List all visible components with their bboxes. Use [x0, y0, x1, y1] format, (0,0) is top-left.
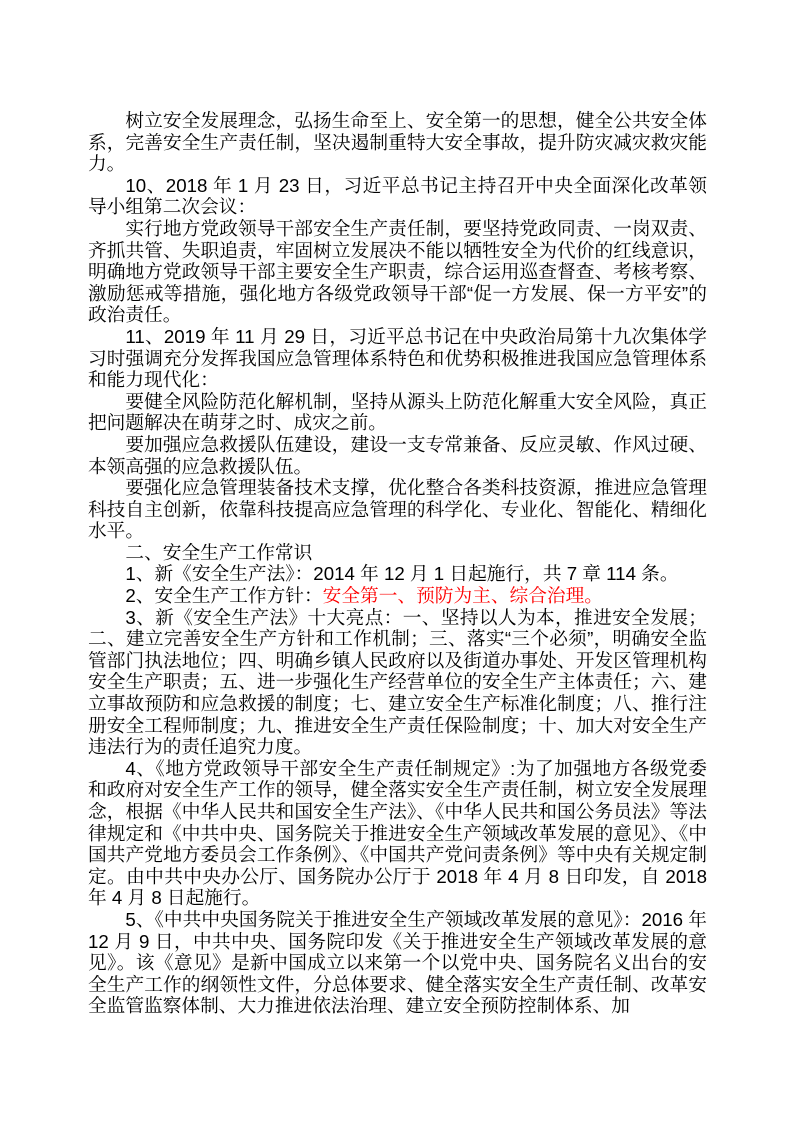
section-heading-work-knowledge: 二、安全生产工作常识: [125, 541, 313, 563]
paragraph-rescue-teams: 要加强应急救援队伍建设，建设一支专常兼备、反应灵敏、作风过硬、本领高强的应急救援队伍。: [88, 433, 707, 477]
paragraph-safety-concept: 树立安全发展理念，弘扬生命至上、安全第一的思想，健全公共安全体系，完善安全生产责任制，坚决遏制重特大安全事故，提升防灾减灾救灾能力。: [88, 110, 707, 175]
paragraph-tech-support: 要强化应急管理装备技术支撑，优化整合各类科技资源，推进应急管理科技自主创新，依靠科技提高应急管理的科学化、专业化、智能化、精细化水平。: [88, 477, 707, 542]
paragraph-item-5: 5、《中共中央国务院关于推进安全生产领域改革发展的意见》：2016 年 12 月 9 日，中共中央、国务院印发《关于推进安全生产领域改革发展的意见》。该《意见》是新中国成立以来第一个以党中央、国务院名义出台的安全生产工作的纲领性文件，分总体要求、健全落实安全生产责任制、改革安全监管监察体制、大力推进依法治理、建立安全预防控制体系、加: [88, 908, 707, 1017]
paragraph-item-2: [88, 585, 707, 607]
paragraph-risk-mechanism: 要健全风险防范化解机制，坚持从源头上防范化解重大安全风险，真正把问题解决在萌芽之时、成灾之前。: [88, 390, 707, 434]
paragraph-item-1: 1、新《安全生产法》：2014 年 12 月 1 日起施行，共 7 章 114 条。: [125, 563, 679, 585]
paragraph-item-11: 11、2019 年 11 月 29 日，习近平总书记在中央政治局第十九次集体学习时强调充分发挥我国应急管理体系特色和优势积极推进我国应急管理体系和能力现代化：: [88, 325, 707, 391]
paragraph-item-10: 10、2018 年 1 月 23 日，习近平总书记主持召开中央全面深化改革领导小组第二次会议：: [88, 174, 707, 218]
paragraph-item-4: 4、《地方党政领导干部安全生产责任制规定》:为了加强地方各级党委和政府对安全生产工作的领导，健全落实安全生产责任制，树立安全发展理念，根据《中华人民共和国安全生产法》、《中华人民共和国公务员法》等法律规定和《中共中央、国务院关于推进安全生产领域改革发展的意见》、《中国共产党地方委员会工作条例》、《中国共产党问责条例》等中央有关规定制定。由中共中央办公厅、国务院办公厅于 2018 年 4 月 8 日印发，自 2018 年 4 月 8 日起施行。: [88, 757, 707, 909]
work-policy-label: 2、安全生产工作方针：: [125, 585, 323, 607]
red-highlight-text: 安全第一、预防为主、综合治理。: [322, 585, 603, 607]
paragraph-item-3: 3、新《安全生产法》十大亮点：一、坚持以人为本，推进安全发展；二、建立完善安全生产方针和工作机制；三、落实“三个必须”，明确安全监管部门执法地位；四、明确乡镇人民政府以及街道办事处、开发区管理机构安全生产职责；五、进一步强化生产经营单位的安全生产主体责任；六、建立事故预防和应急救援的制度；七、建立安全生产标准化制度；八、推行注册安全工程师制度；九、推进安全生产责任保险制度；十、加大对安全生产违法行为的责任追究力度。: [88, 606, 707, 758]
paragraph-item-10-content: 实行地方党政领导干部安全生产责任制，要坚持党政同责、一岗双责、齐抓共管、失职追责，牢固树立发展决不能以牺牲安全为代价的红线意识，明确地方党政领导干部主要安全生产职责，综合运用巡查督查、考核考察、激励惩戒等措施，强化地方各级党政领导干部“促一方发展、保一方平安”的政治责任。: [88, 217, 707, 326]
